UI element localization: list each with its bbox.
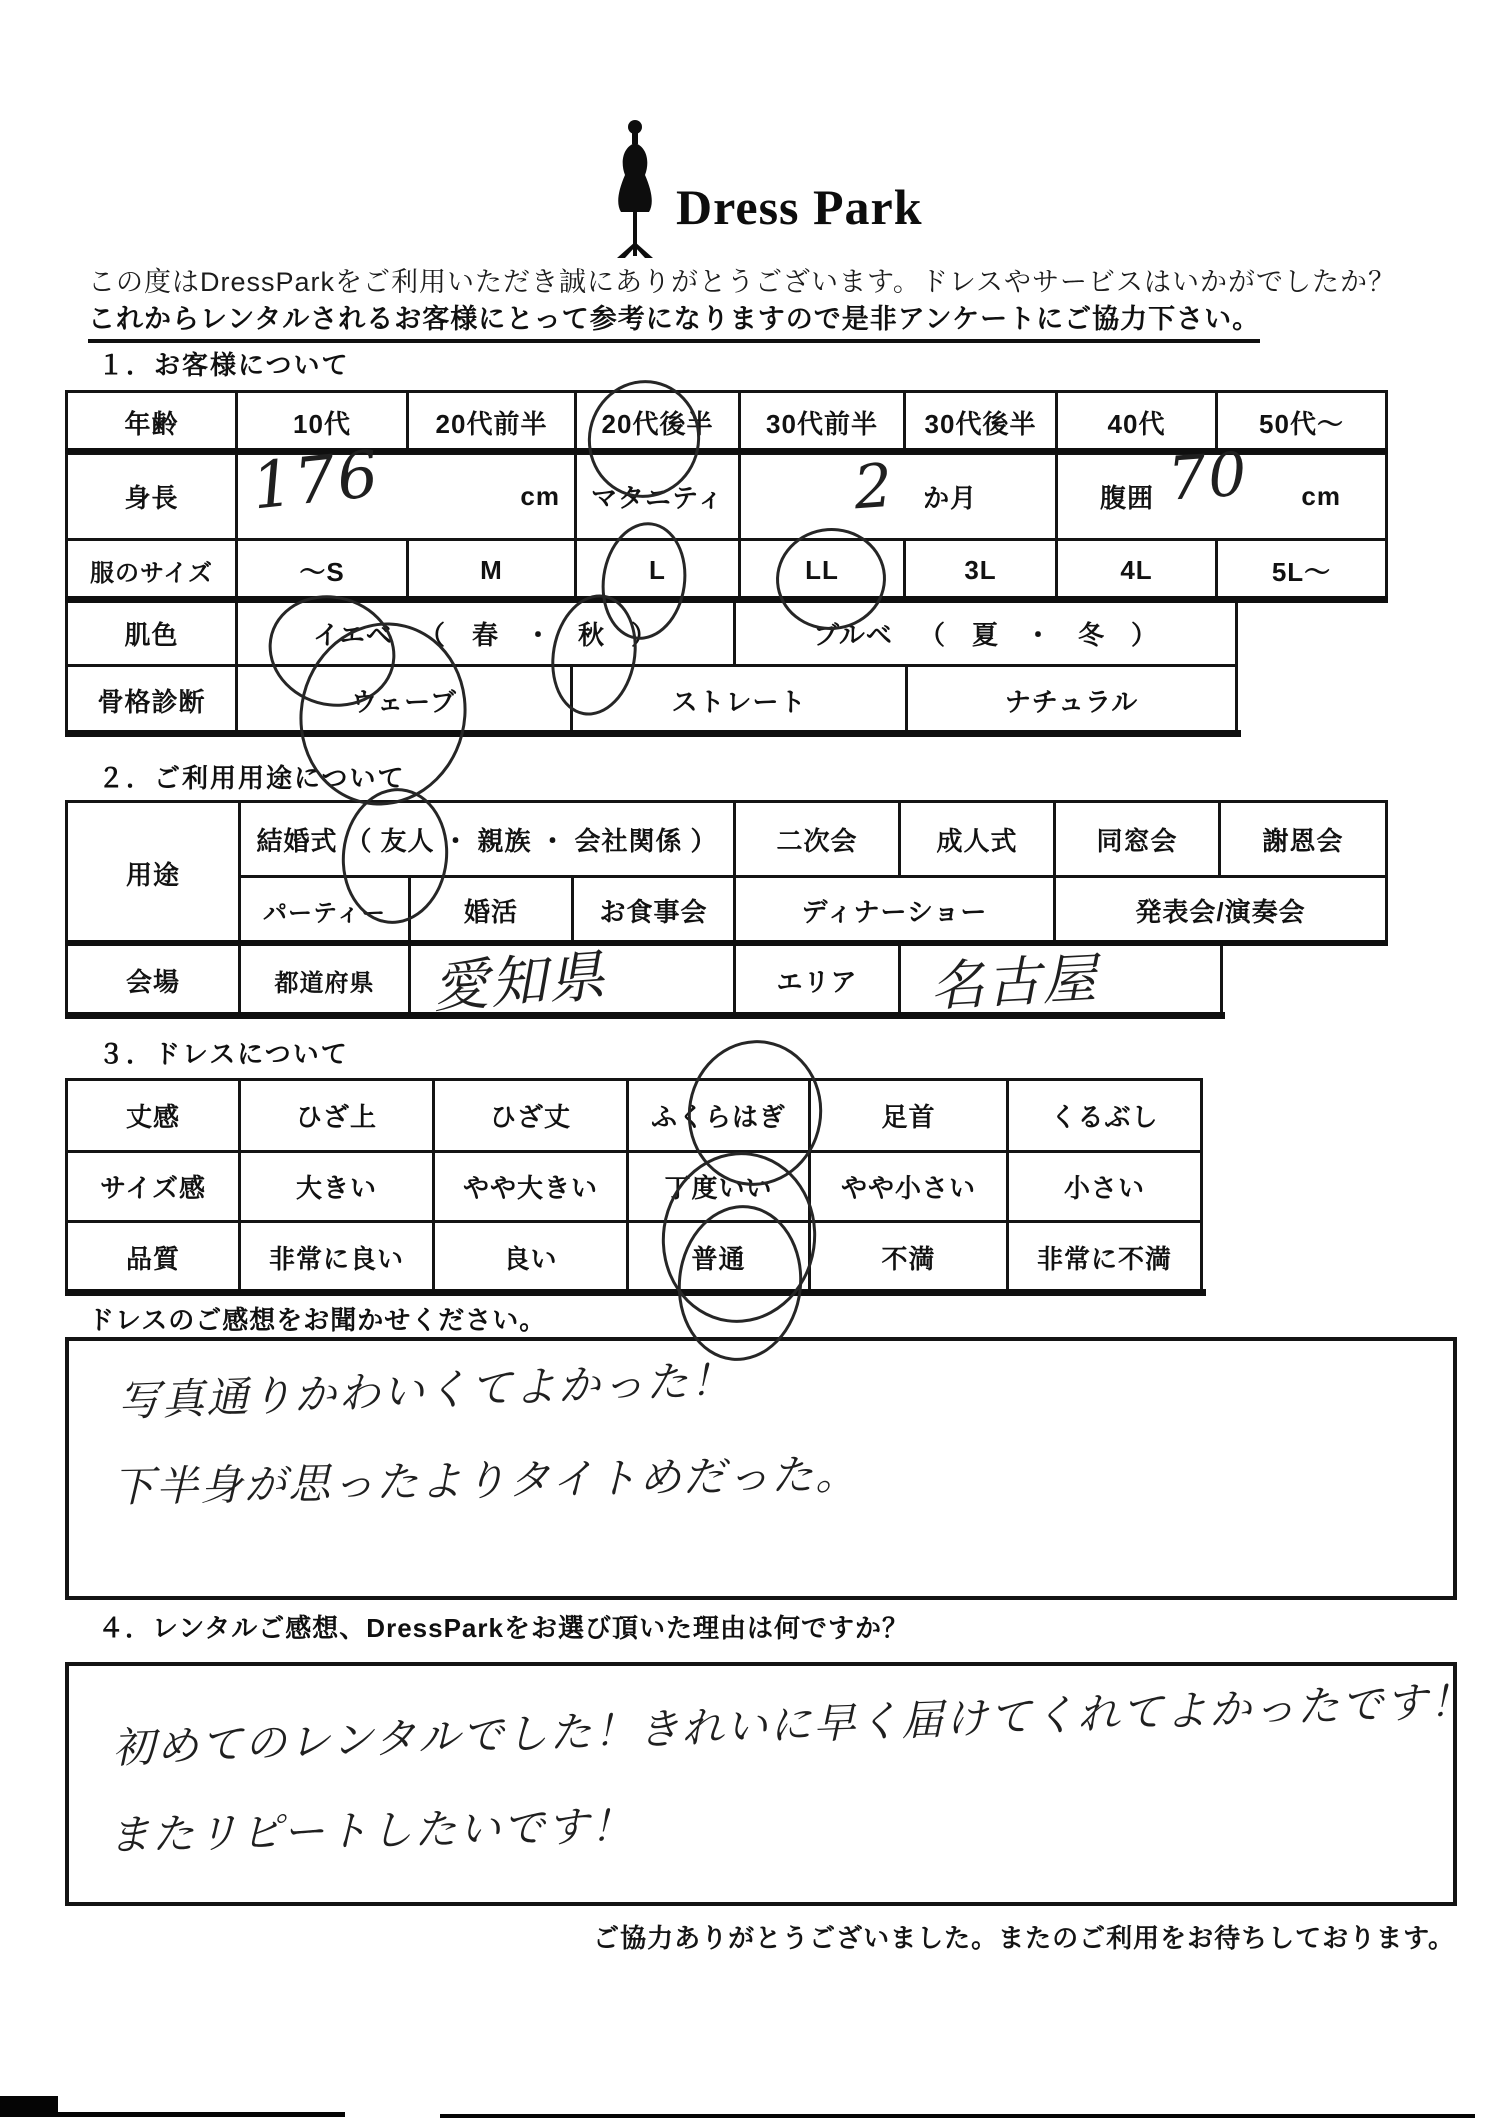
table-rule (65, 730, 1241, 737)
skin-cool-token: ） (1131, 620, 1159, 650)
usage-option-cell: 謝恩会 (1218, 800, 1388, 878)
usage-option-cell: 婚活 (408, 875, 574, 946)
quality-option-cell: 良い (432, 1220, 629, 1295)
age-option-cell: 40代 (1055, 390, 1218, 455)
brand-name: Dress Park (676, 179, 923, 235)
intro-line-1: この度はDressParkをご利用いただき誠にありがとうございます。ドレスやサービスはいかがでしたか？ (88, 267, 1397, 297)
waist-value-handwritten: 70 (1165, 439, 1251, 515)
maternity-value-cell (738, 452, 1058, 541)
quality-label-cell: 品質 (65, 1220, 241, 1295)
skin-warm-token: イエベ (312, 620, 393, 650)
quality-option-cell: 不満 (808, 1220, 1009, 1295)
usage-table (65, 800, 1388, 1018)
area-value-handwritten: 名古屋 (928, 946, 1100, 1019)
age-option-cell: 30代後半 (903, 390, 1058, 455)
age-option-cell: 10代 (235, 390, 409, 455)
usage-option-cell: お食事会 (571, 875, 736, 946)
size-option-cell: 5L～ (1215, 538, 1388, 603)
length-option-cell: ひざ上 (238, 1078, 435, 1153)
sizefeel-option-cell: 小さい (1006, 1150, 1203, 1223)
intro-line-2: これからレンタルされるお客様にとって参考になりますので是非アンケートにご協力下さい。 (88, 297, 1260, 343)
purpose-label-cell: 用途 (65, 800, 241, 946)
sizefeel-option-cell: 大きい (238, 1150, 435, 1223)
table-rule (65, 596, 1388, 603)
scan-artifact (0, 2096, 58, 2112)
skeleton-option-cell: ナチュラル (905, 664, 1238, 736)
skin-cool-token: ・ (1024, 620, 1052, 650)
skin-warm-token: 秋 (577, 620, 605, 650)
closing-message: ご協力ありがとうございました。またのご利用をお待ちしております。 (593, 1923, 1455, 1953)
skeleton-option-cell: ストレート (570, 664, 908, 736)
wedding-token: ・ (442, 825, 470, 856)
usage-option-cell: 発表会/演奏会 (1053, 875, 1388, 946)
wedding-token: ） (690, 825, 718, 856)
age-option-cell: 20代前半 (406, 390, 577, 455)
usage-option-cell: 同窓会 (1053, 800, 1221, 878)
age-label-cell: 年齢 (65, 390, 238, 455)
skin-cool-token: 冬 (1077, 620, 1105, 650)
length-option-cell: ふくらはぎ (626, 1078, 811, 1153)
sizefeel-label-cell: サイズ感 (65, 1150, 241, 1223)
maternity-unit: か月 (923, 483, 978, 513)
dress-comment-line-2: 下半身が思ったよりタイトめだった。 (111, 1449, 860, 1512)
skin-cool-token: （ (918, 620, 946, 650)
rental-comment-line-2: またリピートしたいです！ (107, 1801, 635, 1860)
age-option-cell: 50代～ (1215, 390, 1388, 455)
height-label-cell: 身長 (65, 452, 238, 541)
wedding-token: ・ (539, 825, 567, 856)
dress-comment-label: ドレスのご感想をお聞かせください。 (88, 1305, 547, 1335)
wedding-token: 結婚式 (256, 825, 338, 856)
size-option-cell: L (574, 538, 741, 603)
usage-option-cell: ディナーショー (733, 875, 1056, 946)
size-option-cell: 4L (1055, 538, 1218, 603)
quality-option-cell: 普通 (626, 1220, 811, 1295)
maternity-label-cell: マタニティ (574, 452, 741, 541)
height-value-handwritten: 176 (248, 437, 384, 525)
section4-heading: ４．レンタルご感想、DressParkをお選び頂いた理由は何ですか？ (98, 1613, 909, 1643)
wedding-token: （ (345, 825, 373, 856)
sizefeel-option-cell: やや大きい (432, 1150, 629, 1223)
size-option-cell: ～S (235, 538, 409, 603)
skin-warm-token: ） (631, 620, 659, 650)
dress-comment-line-1: 写真通りかわいくてよかった！ (117, 1355, 735, 1426)
length-option-cell: くるぶし (1006, 1078, 1203, 1153)
wedding-token: 友人 (380, 825, 435, 856)
size-option-cell: LL (738, 538, 906, 603)
prefecture-label-cell: 都道府県 (238, 943, 411, 1018)
sizefeel-option-cell: 丁度いい (626, 1150, 811, 1223)
area-label-cell: エリア (733, 943, 901, 1018)
section2-heading: ２．ご利用用途について (98, 763, 406, 793)
skin-label-cell: 肌色 (65, 600, 238, 667)
age-option-cell: 30代前半 (738, 390, 906, 455)
wedding-token: 会社関係 (574, 825, 683, 856)
age-option-cell: 20代後半 (574, 390, 741, 455)
skin-cool-token: ブルベ (812, 620, 893, 650)
section1-heading: １．お客様について (98, 350, 350, 380)
size-option-cell: 3L (903, 538, 1058, 603)
skin-cool-token: 夏 (971, 620, 999, 650)
skeleton-option-cell: ウェーブ (235, 664, 573, 736)
table-rule (65, 940, 1388, 946)
dress-table (65, 1078, 1203, 1295)
skin-warm-token: ・ (524, 620, 552, 650)
maternity-value-handwritten: 2 (851, 450, 897, 524)
height-unit: cm (520, 481, 560, 511)
usage-option-cell: 二次会 (733, 800, 901, 878)
venue-label-cell: 会場 (65, 943, 241, 1018)
quality-option-cell: 非常に不満 (1006, 1220, 1203, 1295)
size-option-cell: M (406, 538, 577, 603)
quality-option-cell: 非常に良い (238, 1220, 435, 1295)
waist-label: 腹囲 (1100, 483, 1155, 513)
length-label-cell: 丈感 (65, 1078, 241, 1153)
skin-warm-token: 春 (471, 620, 499, 650)
section3-heading: ３．ドレスについて (98, 1039, 349, 1069)
length-option-cell: ひざ丈 (432, 1078, 629, 1153)
rental-comment-line-1: 初めてのレンタルでした！きれいに早く届けてくれてよかったです！ (111, 1676, 1474, 1773)
prefecture-value-handwritten: 愛知県 (430, 943, 609, 1021)
wedding-token: 親族 (477, 825, 532, 856)
wedding-cell (238, 800, 736, 878)
table-rule (65, 1289, 1206, 1296)
dress-form-icon (604, 118, 666, 260)
usage-option-cell: パーティー (238, 875, 411, 946)
sizefeel-option-cell: やや小さい (808, 1150, 1009, 1223)
length-option-cell: 足首 (808, 1078, 1009, 1153)
customer-table (65, 390, 1388, 736)
skin-warm-token: （ (418, 620, 446, 650)
scan-artifact (0, 2112, 345, 2117)
size-label-cell: 服のサイズ (65, 538, 238, 603)
usage-option-cell: 成人式 (898, 800, 1056, 878)
scan-artifact (440, 2114, 1475, 2118)
waist-unit: cm (1301, 481, 1341, 511)
skeleton-label-cell: 骨格診断 (65, 664, 238, 736)
